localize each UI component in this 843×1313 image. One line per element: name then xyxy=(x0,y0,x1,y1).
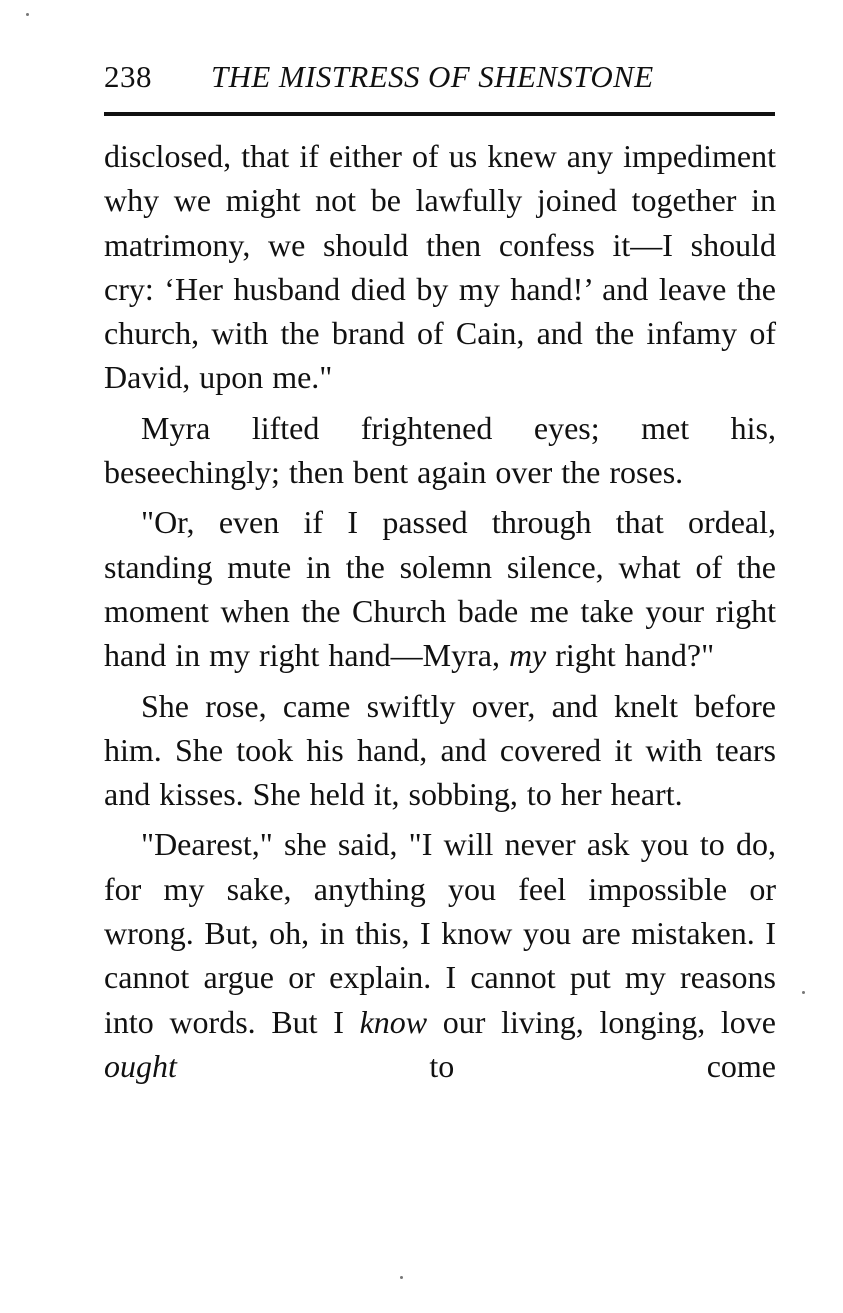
paragraph-even-if xyxy=(104,500,776,677)
book-page xyxy=(104,55,777,1084)
page-number: 238 xyxy=(104,59,152,94)
header-rule xyxy=(104,112,775,116)
paragraph-dearest-text-end: to come xyxy=(176,1047,776,1084)
paragraph-she-rose: She rose, came swiftly over, and knelt before him. She took his hand, and covered it with tears and kisses. She held it, sobbing, to her heart. xyxy=(104,687,776,813)
paper-speck xyxy=(802,991,805,994)
paragraph-continued: disclosed, that if either of us knew any impediment why we might not be lawfully joined together in matrimony, we should then confess it—I should cry: ‘Her husband died by my hand!’ and leave the church, with the brand of Cain, and the infamy of David, upon me." xyxy=(104,138,776,396)
paragraph-dearest xyxy=(104,822,776,1088)
running-title: THE MISTRESS OF SHENSTONE xyxy=(211,59,654,94)
paragraph-dearest-text-middle: our living, longing, love xyxy=(427,1003,777,1040)
paper-speck xyxy=(26,13,29,16)
body-text xyxy=(104,134,776,1094)
italic-know: know xyxy=(359,1003,428,1040)
paragraph-even-if-text-start: "Or, even if I passed through that ordeal, standing mute in the solemn silence, what of the moment when the Church bade me take your right hand in my right hand—Myra, xyxy=(104,504,776,674)
paragraph-dearest-text-start: "Dearest," she said, "I will never ask you to do, for my sake, anything you feel impossible or wrong. But, oh, in this, I know you are mistaken. I cannot argue or explain. I cannot put my reasons into words. But I xyxy=(104,826,776,1040)
paragraph-even-if-text-end: right hand?" xyxy=(546,637,715,674)
italic-ought: ought xyxy=(104,1047,177,1084)
paragraph-myra-lifted: Myra lifted frightened eyes; met his, beseechingly; then bent again over the roses. xyxy=(104,409,776,491)
italic-my: my xyxy=(508,637,547,674)
paper-speck xyxy=(400,1276,403,1279)
running-head xyxy=(104,55,776,111)
